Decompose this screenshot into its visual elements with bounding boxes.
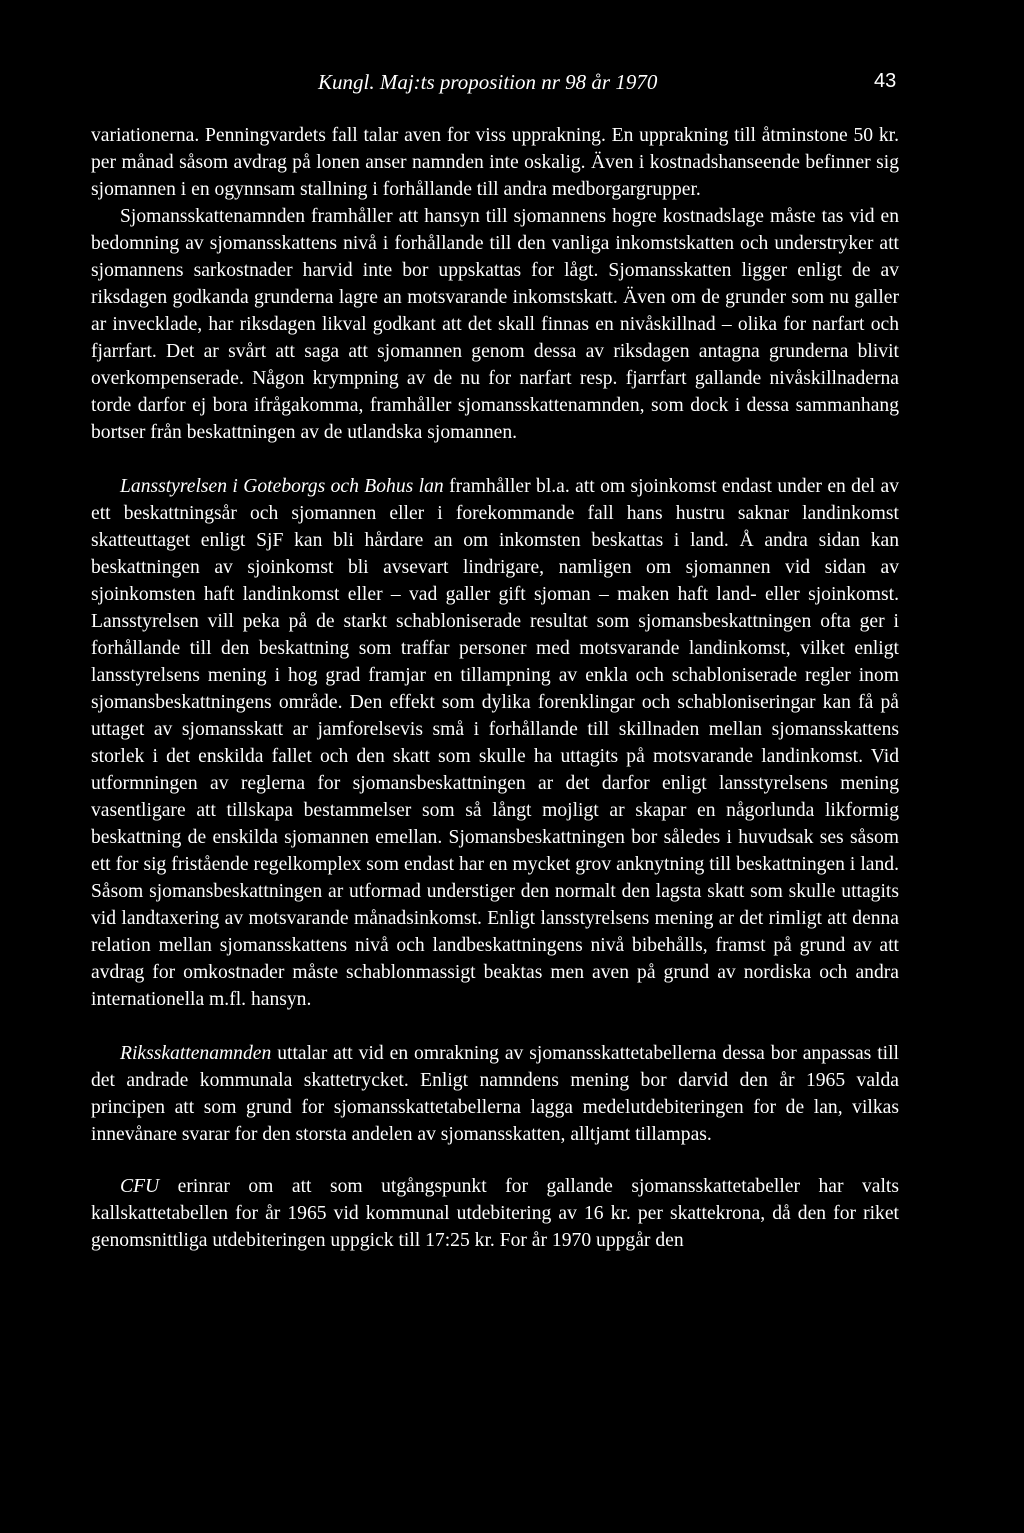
paragraph-lead: CFU	[120, 1176, 160, 1197]
paragraph-riksskattenamnden	[91, 1040, 899, 1148]
paragraph-text: erinrar om att som utgångspunkt for gallande sjomansskattetabeller har valts kallskattetabellen for år 1965 vid kommunal utdebitering av 16 kr. per skattekrona, då den for riket genomsnittliga utdebiteringen uppgick till 17:25 kr. For år 1970 uppgår den	[91, 1176, 899, 1251]
paragraph-text: framhåller bl.a. att om sjoinkomst endast under en del av ett beskattningsår och sjomannen eller i forekommande fall hans hustru saknar landinkomst skatteuttaget enligt SjF kan bli hårdare an om inkomsten beskattas i land. Å andra sidan kan beskattningen av sjoinkomst bli avsevart lindrigare, namligen om sjomannen vid sidan av sjoinkomsten haft landinkomst eller – vad galler gift sjoman – maken haft land- eller sjoinkomst. Lansstyrelsen vill peka på de starkt schabloniserade resultat som sjomansbeskattningen ofta ger i forhållande till den beskattning som traffar personer med motsvarande landinkomst, vilket enligt lansstyrelsens mening i hog grad framjar en tillampning av enkla och schabloniserade regler inom sjomansbeskattningens område. Den effekt som dylika forenklingar och schabloniseringar kan få på uttaget av sjomansskatt ar jamforelsevis små i forhållande till skillnaden mellan sjomansskattens storlek i det enskilda fallet och den skatt som skulle ha uttagits på motsvarande landinkomst. Vid utformningen av reglerna for sjomansbeskattningen ar det darfor enligt lansstyrelsens mening vasentligare att tillskapa bestammelser som så långt mojligt ar skapar en någorlunda likformig beskattning de enskilda sjomannen emellan. Sjomansbeskattningen bor således i huvudsak ses såsom ett for sig fristående regelkomplex som endast har en mycket grov anknytning till beskattningen i land. Såsom sjomansbeskattningen ar utformad understiger den normalt den lagsta skatt som skulle uttagits vid landtaxering av motsvarande månadsinkomst. Enligt lansstyrelsens mening ar det rimligt att denna relation mellan sjomansskattens nivå och landbeskattningens nivå bibehålls, framst på grund av att avdrag for omkostnader måste schablonmassigt beaktas men aven på grund av nordiska och andra internationella m.fl. hansyn.	[91, 476, 899, 1010]
paragraph-cfu	[91, 1173, 899, 1254]
paragraph-lead: Riksskattenamnden	[120, 1043, 272, 1064]
running-header	[0, 70, 1024, 102]
paragraph-text: Sjomansskattenamnden framhåller att hansyn till sjomannens hogre kostnadslage måste tas vid en bedomning av sjomansskattens nivå i forhållande till den vanliga inkomstskatten och understryker att sjomannens sarkostnader harvid inte bor uppskattas for lågt. Sjomansskatten ligger enligt de av riksdagen godkanda grunderna lagre an motsvarande inkomstskatt. Även om de grunder som nu galler ar invecklade, har riksdagen likval godkant att det skall finnas en nivåskillnad – olika for narfart och fjarrfart. Det ar svårt att saga att sjomannen genom dessa av riksdagen antagna grunderna blivit overkompenserade. Någon krympning av de nu for narfart resp. fjarrfart gallande nivåskillnaderna torde darfor ej bora ifrågakomma, framhåller sjomansskattenamnden, som dock i dessa sammanhang bortser från beskattningen av de utlandska sjomannen.	[91, 206, 899, 443]
paragraph-lead: Lansstyrelsen i Goteborgs och Bohus lan	[120, 476, 444, 497]
paragraph-text: variationerna. Penningvardets fall talar aven for viss upprakning. En upprakning till åtminstone 50 kr. per månad såsom avdrag på lonen anser namnden inte oskalig. Även i kostnadshanseende befinner sig sjomannen i en ogynnsam stallning i forhållande till andra medborgargrupper.	[91, 125, 899, 200]
paragraph-continuation	[91, 122, 899, 203]
paragraph-text: uttalar att vid en omrakning av sjomansskattetabellerna dessa bor anpassas till det andrade kommunala skattetrycket. Enligt namndens mening bor darvid den år 1965 valda principen att som grund for sjomansskattetabellerna lagga medelutdebiteringen for de lan, vilkas innevånare svarar for den storsta andelen av sjomansskatten, alltjamt tillampas.	[91, 1043, 899, 1145]
document-title: Kungl. Maj:ts proposition nr 98 år 1970	[318, 70, 658, 94]
body-text	[91, 122, 899, 1254]
paragraph-lansstyrelsen	[91, 473, 899, 1013]
page-number: 43	[874, 70, 897, 92]
paragraph-sjomansskattenamnden	[91, 203, 899, 446]
